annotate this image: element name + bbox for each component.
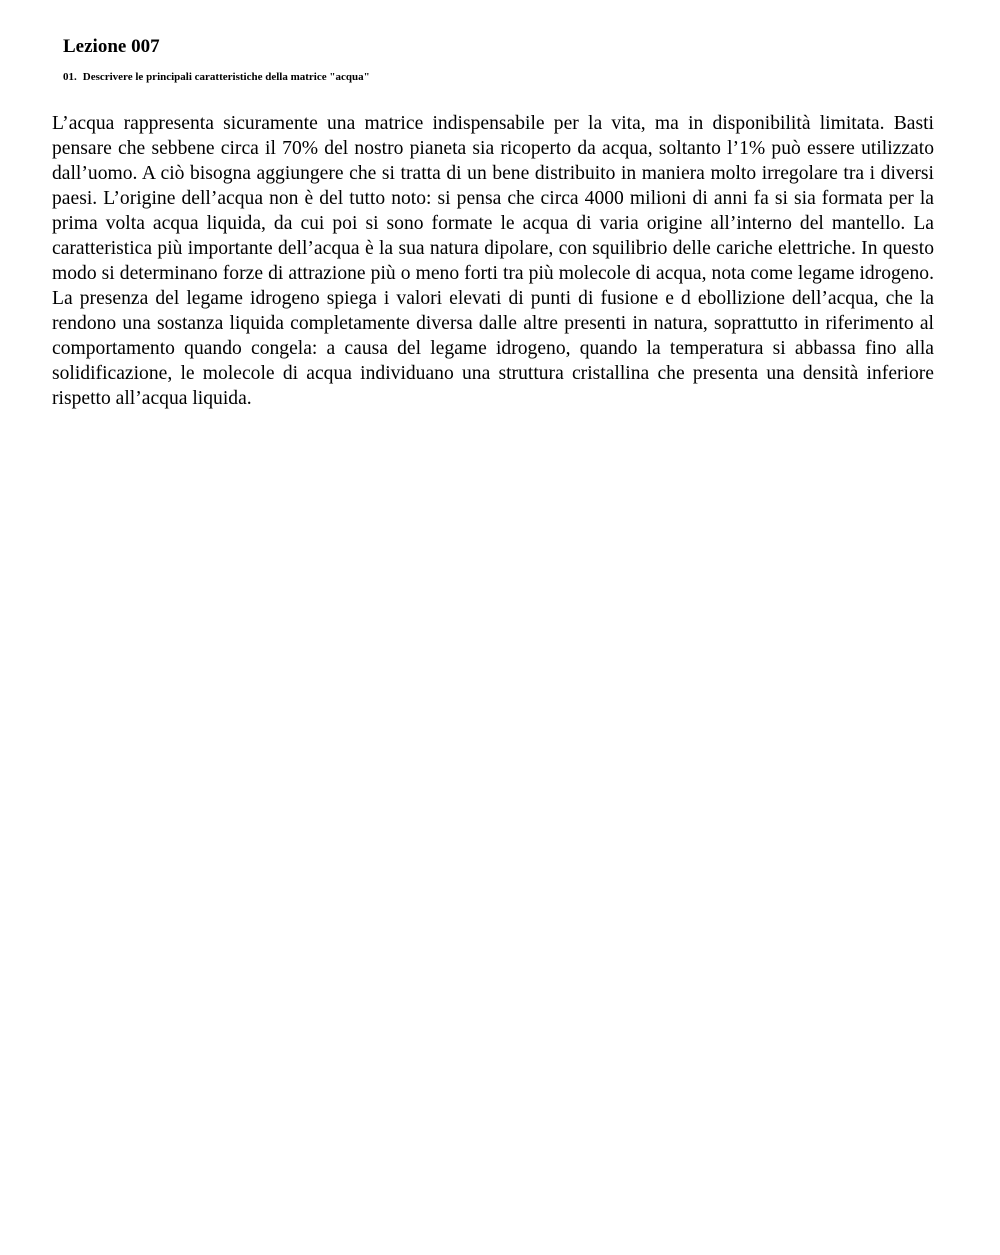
lesson-title: Lezione 007 <box>63 36 160 57</box>
question-text: Descrivere le principali caratteristiche della matrice "acqua" <box>82 71 370 83</box>
answer-paragraph: L’acqua rappresenta sicuramente una matrice indispensabile per la vita, ma in disponibilità limitata. Basti pensare che sebbene circa il 70% del nostro pianeta sia ricoperto da acqua, soltanto l’1% può essere utilizzato dall’uomo. A ciò bisogna aggiungere che si tratta di un bene distribuito in maniera molto irregolare tra i diversi paesi. L’origine dell’acqua non è del tutto noto: si pensa che circa 4000 milioni di anni fa si sia formata per la prima volta acqua liquida, da cui poi si sono formate le acqua di varia origine all’interno del mantello. La caratteristica più importante dell’acqua è la sua natura dipolare, con squilibrio delle cariche elettriche. In questo modo si determinano forze di attrazione più o meno forti tra più molecole di acqua, nota come legame idrogeno. La presenza del legame idrogeno spiega i valori elevati di punti di fusione e d ebollizione dell’acqua, che la rendono una sostanza liquida completamente diversa dalle altre presenti in natura, soprattutto in riferimento al comportamento quando congela: a causa del legame idrogeno, quando la temperatura si abbassa fino alla solidificazione, le molecole di acqua individuano una struttura cristallina che presenta una densità inferiore rispetto all’acqua liquida. <box>52 113 934 409</box>
question-heading <box>63 70 370 84</box>
question-number: 01. <box>63 71 77 83</box>
